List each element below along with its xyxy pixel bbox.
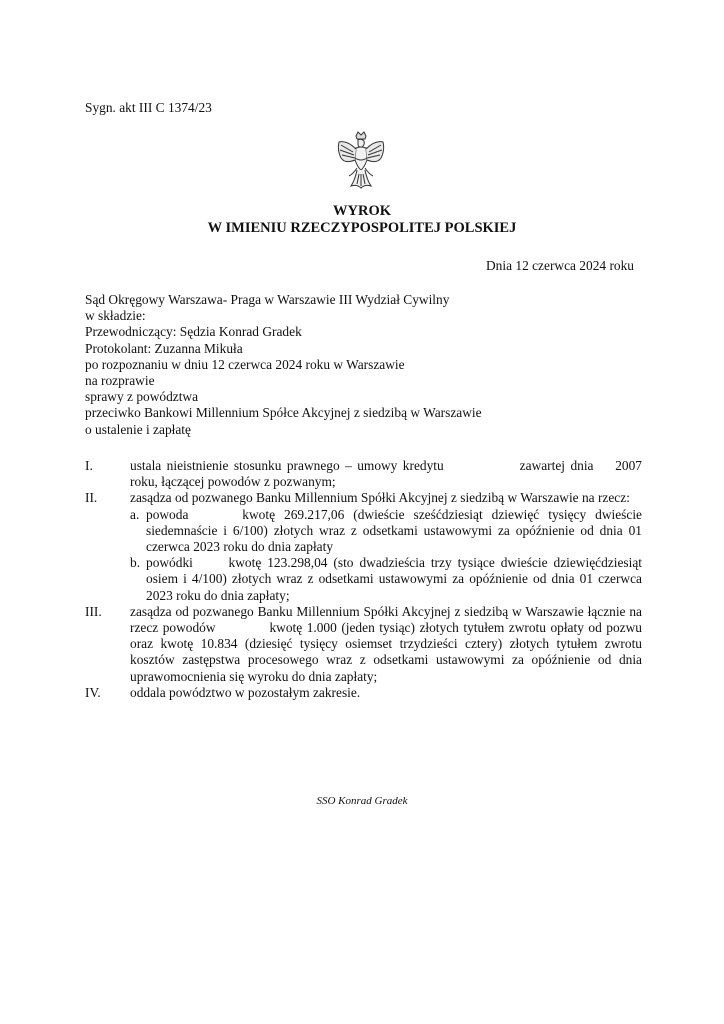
- subpoint-letter: a.: [130, 506, 140, 522]
- court-clerk: Protokolant: Zuzanna Mikuła: [85, 340, 243, 356]
- case-claimants: sprawy z powództwa: [85, 389, 199, 405]
- verdict-point-1: [85, 458, 642, 490]
- verdict-subpoint-b: [130, 555, 646, 604]
- case-number: Sygn. akt III C 1374/23: [85, 100, 212, 115]
- hearing-type: na rozprawie: [85, 373, 155, 389]
- verdict-point-3: [85, 603, 646, 685]
- case-defendant: przeciwko Bankowi Millennium Spółce Akcyjnej z siedzibą w Warszawie: [85, 405, 482, 421]
- point-text-rest: roku, łączącej powodów z pozwanym;: [130, 474, 336, 490]
- point-number: IV.: [85, 684, 101, 700]
- subpoint-text: powoda kwotę 269.217,06 (dwieście sześćdziesiąt dziewięć tysięcy dwieście siedemnaście i 6/100) złotych wraz z odsetkami ustawowymi za opóźnienie od dnia 01 czerwca 2023 roku do dnia zapłaty: [146, 506, 646, 555]
- composition-label: w składzie:: [85, 308, 146, 324]
- document-date: Dnia 12 czerwca 2024 roku: [486, 258, 634, 273]
- presiding-judge: Przewodniczący: Sędzia Konrad Gradek: [85, 324, 302, 340]
- point-text: zasądza od pozwanego Banku Millennium Spółki Akcyjnej z siedzibą w Warszawie na rzecz:: [130, 490, 630, 506]
- point-text: oddala powództwo w pozostałym zakresie.: [130, 684, 361, 700]
- verdict-points: [85, 458, 646, 701]
- verdict-point-2: [85, 490, 642, 506]
- judge-signature: SSO Konrad Gradek: [316, 795, 408, 807]
- subpoint-letter: b.: [130, 555, 141, 571]
- court-name: Sąd Okręgowy Warszawa- Praga w Warszawie III Wydział Cywilny: [85, 292, 450, 307]
- point-text: zasądza od pozwanego Banku Millennium Spółki Akcyjnej z siedzibą w Warszawie łącznie na rzecz powodów kwotę 1.000 (jeden tysiąc) złotych tytułem zwrotu opłaty od pozwu oraz kwotę 10.834 (dziesięć tysięcy osiemset trzydzieści cztery) złotych tytułem zwrotu kosztów zastępstwa procesowego wraz z odsetkami ustawowymi za opóźnienie od dnia uprawomocnienia się wyroku do dnia zapłaty;: [130, 603, 646, 684]
- polish-eagle-emblem-icon: [335, 130, 387, 195]
- court-composition: [85, 292, 482, 438]
- point-number: III.: [85, 603, 102, 619]
- point-text-line1: ustala nieistnienie stosunku prawnego – umowy kredytu zawartej dnia 2007: [130, 458, 642, 473]
- point-number: I.: [85, 458, 93, 473]
- verdict-subpoint-a: [130, 506, 646, 556]
- document-title: WYROK: [333, 203, 391, 219]
- case-subject: o ustalenie i zapłatę: [85, 421, 191, 437]
- document-subtitle: W IMIENIU RZECZYPOSPOLITEJ POLSKIEJ: [207, 220, 517, 236]
- verdict-point-4: [85, 685, 642, 701]
- point-number: II.: [85, 490, 98, 506]
- subpoint-text: powódki kwotę 123.298,04 (sto dwadzieścia trzy tysiące dwieście dziewięćdziesiąt osiem i 4/100) złotych wraz z odsetkami ustawowymi za opóźnienie od dnia 01 czerwca 2023 roku do dnia zapłaty;: [146, 555, 646, 603]
- hearing-date: po rozpoznaniu w dniu 12 czerwca 2024 roku w Warszawie: [85, 356, 405, 372]
